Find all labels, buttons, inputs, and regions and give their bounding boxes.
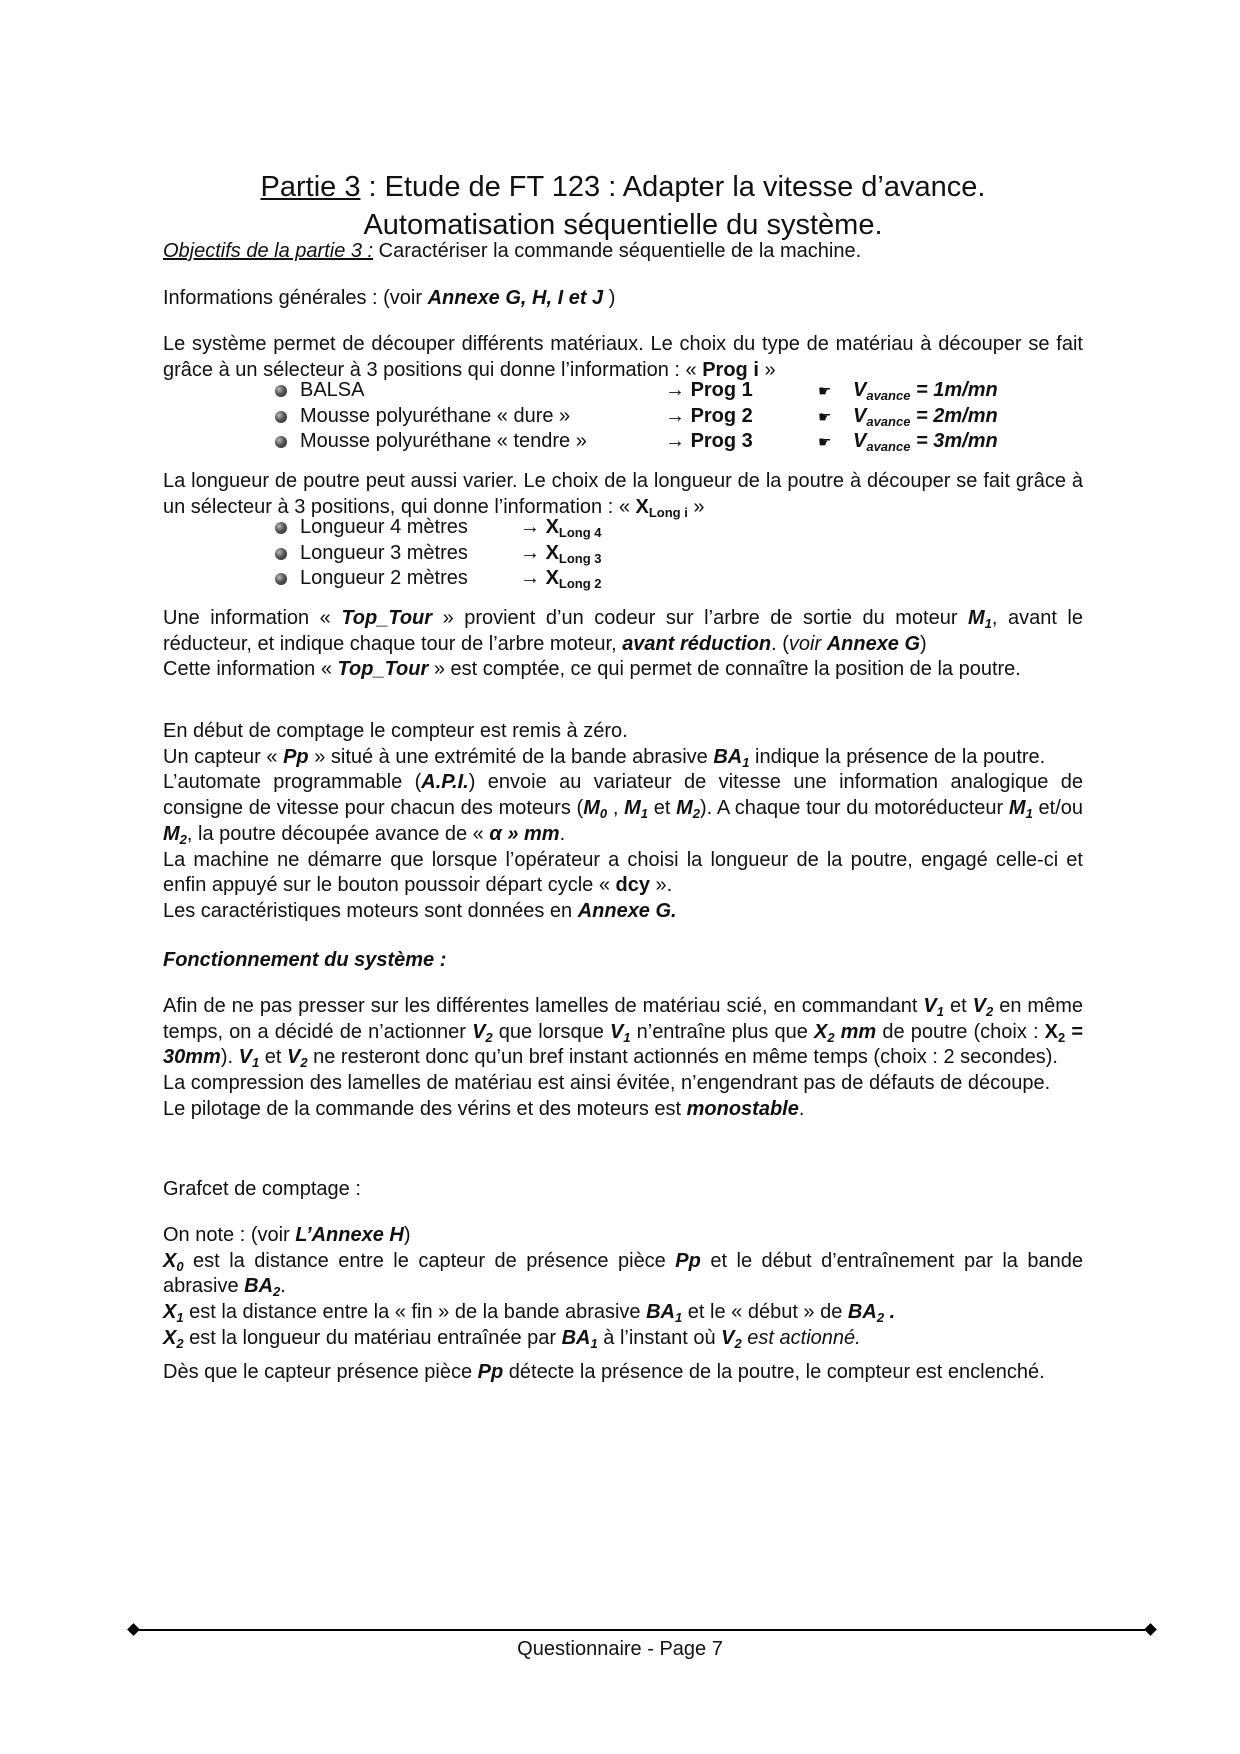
text-run: que lorsque	[492, 1020, 610, 1043]
dcy-term: dcy	[615, 874, 650, 897]
material-prog-value: Prog 2	[690, 404, 753, 427]
x-subscript: 2	[827, 1029, 835, 1045]
motor-subscript: 1	[1025, 806, 1033, 822]
longueur-label: Longueur 4 mètres	[300, 516, 468, 538]
longueur-intro-text: La longueur de poutre peut aussi varier. Le choix de la longueur de la poutre à découper se fait grâce à un sélecteur à 3 positions, qui donne l’information : «	[163, 470, 1083, 518]
text-run: )	[403, 1224, 411, 1246]
speed-value: = 3m/mn	[910, 430, 998, 453]
title-line1: : Etude de FT 123 : Adapter la vitesse d’avance.	[360, 171, 986, 203]
motor-symbol: M	[583, 797, 600, 820]
text-run: . (	[771, 632, 789, 655]
text-run: est la distance entre le capteur de présence pièce	[183, 1249, 676, 1272]
text-run: Dès que le capteur présence pièce	[163, 1361, 478, 1383]
top-tour-term: Top_Tour	[341, 607, 433, 629]
pp-term: Pp	[675, 1249, 701, 1272]
ba-subscript: 1	[742, 754, 750, 770]
text-run: Une information «	[163, 607, 342, 629]
pointing-hand-icon: ☛	[818, 408, 832, 426]
material-prog-value: Prog 1	[690, 379, 753, 401]
pointing-hand-icon: ☛	[818, 434, 832, 452]
ba-symbol: BA	[561, 1326, 591, 1349]
v-subscript: 2	[485, 1029, 493, 1045]
selector-intro-paragraph	[163, 332, 1083, 383]
title-partie: Partie 3	[260, 171, 361, 203]
selector-intro-text: Le système permet de découper différents matériaux. Le choix du type de matériau à découper se fait grâce à un sélecteur à 3 positions qui donne l’information : «	[163, 333, 1083, 381]
arrow-icon: →	[665, 404, 685, 427]
arrow-icon: →	[665, 430, 685, 453]
v-symbol: V	[721, 1326, 735, 1349]
motor-symbol: M	[676, 797, 693, 820]
text-run: » situé à une extrémité de la bande abrasive	[308, 745, 714, 768]
footer-diamond-right	[1144, 1623, 1157, 1636]
footer-rule	[133, 1629, 1151, 1631]
text-run: Les caractéristiques moteurs sont données en	[163, 899, 578, 922]
longueur-var	[520, 541, 602, 567]
annexe-ref: Annexe G	[826, 632, 921, 655]
ba-subscript: 2	[876, 1310, 885, 1326]
monostable-term: monostable	[686, 1097, 799, 1120]
page-title	[163, 168, 1083, 244]
toptour-paragraph	[163, 606, 1083, 683]
speed-value: = 2m/mn	[910, 404, 998, 427]
material-prog-value: Prog 3	[690, 430, 753, 453]
text-run: et	[648, 797, 677, 820]
motor-subscript: 1	[640, 806, 648, 822]
grafcet-title-text: Grafcet de comptage :	[163, 1178, 361, 1200]
text-run: de poutre (choix :	[876, 1020, 1045, 1043]
text-run: et le « début » de	[682, 1301, 848, 1324]
comptage-paragraph	[163, 719, 1083, 925]
material-speed	[853, 378, 998, 404]
text-run: détecte la présence de la poutre, le compteur est enclenché.	[503, 1361, 1045, 1383]
material-label: Mousse polyuréthane « tendre »	[300, 430, 587, 453]
annexe-ref: Annexe G.	[577, 899, 677, 922]
text-run: voir	[788, 632, 827, 655]
arrow-icon: →	[520, 567, 540, 590]
v-symbol: V	[238, 1046, 252, 1069]
text-run: est la longueur du matériau entraînée par	[183, 1326, 562, 1349]
ba-symbol: BA	[847, 1301, 877, 1324]
text-run: » provient d’un codeur sur l’arbre de sortie du moteur	[432, 607, 968, 629]
v-subscript: 1	[623, 1029, 631, 1045]
text-run: .	[559, 822, 566, 845]
text-run: » est comptée, ce qui permet de connaître la position de la poutre.	[428, 658, 1021, 681]
text-run: ). A chaque tour du motoréducteur	[700, 797, 1009, 820]
ba-symbol: BA	[646, 1301, 675, 1324]
v-symbol: V	[923, 995, 937, 1017]
motor-symbol: M	[624, 797, 641, 820]
objectifs-text: Caractériser la commande séquentielle de la machine.	[373, 240, 862, 262]
longueur-intro-x: X	[635, 495, 649, 518]
api-term: A.P.I.	[421, 771, 469, 794]
v-symbol: V	[472, 1020, 486, 1043]
x-subscript: 1	[176, 1310, 184, 1326]
text-run: n’entraîne plus que	[630, 1020, 814, 1043]
text-run: La machine ne démarre que lorsque l’opérateur a choisi la longueur de la poutre, engagé celle-ci et enfin appuyé sur le bouton poussoir départ cycle «	[163, 848, 1083, 897]
longueur-var	[520, 515, 602, 541]
longueur-x: X	[545, 516, 559, 538]
grafcet-title	[163, 1177, 1083, 1203]
fonctionnement-paragraph	[163, 994, 1083, 1123]
v-subscript: 2	[300, 1055, 308, 1071]
grafcet-notes	[163, 1223, 1083, 1352]
motor-symbol: M	[1008, 797, 1026, 820]
informations-suffix: )	[603, 287, 616, 309]
longueur-sub: Long 3	[558, 550, 602, 566]
material-label: BALSA	[300, 379, 365, 401]
fonctionnement-heading	[163, 948, 1083, 974]
longueur-sub: Long 4	[558, 525, 602, 540]
text-run: et le début d’entraînement par la bande abrasive	[163, 1249, 1084, 1298]
title-line2: Automatisation séquentielle du système.	[363, 209, 883, 241]
text-run: )	[920, 632, 927, 655]
motor-symbol: M	[968, 607, 985, 629]
text-run: Afin de ne pas presser sur les différentes lamelles de matériau scié, en commandant	[163, 995, 924, 1017]
ba-symbol: BA	[244, 1275, 274, 1298]
v-subscript: 1	[936, 1004, 944, 1019]
longueur-intro-paragraph	[163, 469, 1083, 520]
text-run: On note : (voir	[163, 1224, 296, 1246]
bullet-icon	[275, 522, 287, 534]
speed-subscript: avance	[866, 388, 911, 403]
text-run: est actionné.	[741, 1326, 861, 1349]
selector-intro-prog: Prog i	[702, 358, 759, 381]
text-run: ,	[607, 797, 625, 820]
motor-subscript: 1	[984, 616, 992, 631]
motor-subscript: 0	[599, 806, 608, 822]
text-run: Cette information «	[163, 658, 338, 681]
text-run: =	[1065, 1020, 1084, 1043]
x-subscript: 2	[176, 1335, 184, 1351]
bullet-icon	[275, 548, 287, 560]
material-prog	[665, 429, 753, 455]
text-run: Un capteur «	[163, 745, 284, 768]
v-subscript: 1	[251, 1055, 260, 1071]
longueur-label: Longueur 2 mètres	[300, 567, 468, 590]
informations-annexes: Annexe G, H, I et J	[427, 287, 604, 309]
text-run: L’automate programmable (	[163, 771, 422, 794]
arrow-icon: →	[665, 379, 685, 401]
longueur-intro-end: »	[687, 495, 705, 518]
longueur-x: X	[545, 541, 559, 564]
text-run: ).	[220, 1046, 239, 1069]
alpha-term: α » mm	[489, 822, 560, 845]
v-symbol: V	[972, 995, 986, 1017]
arrow-icon: →	[520, 516, 540, 538]
bullet-icon	[275, 385, 287, 397]
text-run: Le pilotage de la commande des vérins et des moteurs est	[163, 1097, 687, 1120]
comptage-line1: En début de comptage le compteur est remis à zéro.	[163, 720, 628, 742]
text-run: .	[280, 1275, 286, 1298]
selector-intro-end: »	[758, 358, 776, 381]
longueur-intro-sub: Long i	[648, 504, 688, 520]
x-symbol: X	[163, 1249, 177, 1272]
x-unit: mm	[834, 1020, 877, 1043]
bullet-icon	[275, 411, 287, 423]
text-run: et	[259, 1046, 287, 1069]
speed-symbol: V	[853, 379, 867, 401]
material-prog	[665, 404, 753, 430]
v-subscript: 2	[985, 1004, 994, 1019]
longueur-x: X	[545, 567, 559, 590]
bullet-icon	[275, 573, 287, 585]
x-symbol: X	[163, 1301, 177, 1324]
annexe-ref: L’Annexe H	[295, 1224, 404, 1246]
v-symbol: V	[609, 1020, 624, 1043]
des-que-paragraph	[163, 1360, 1083, 1386]
page-footer: Questionnaire - Page 7	[517, 1638, 723, 1660]
top-tour-term: Top_Tour	[337, 658, 429, 681]
text-run: indique la présence de la poutre.	[749, 745, 1046, 768]
compression-text: La compression des lamelles de matériau est ainsi évitée, n’engendrant pas de défauts de découpe.	[163, 1072, 1051, 1095]
longueur-var	[520, 566, 602, 592]
pp-term: Pp	[283, 745, 309, 768]
x-subscript: 0	[176, 1258, 184, 1274]
text-run: et/ou	[1032, 797, 1084, 820]
motor-subscript: 2	[179, 831, 187, 847]
text-run: est la distance entre la « fin » de la bande abrasive	[183, 1301, 647, 1324]
speed-value: = 1m/mn	[910, 379, 998, 401]
bullet-icon	[275, 436, 287, 448]
ba-subscript: 1	[675, 1310, 683, 1326]
text-run: à l’instant où	[597, 1326, 722, 1349]
material-label: Mousse polyuréthane « dure »	[300, 404, 571, 427]
section-heading: Fonctionnement du système :	[163, 949, 447, 971]
text-run: .	[798, 1097, 805, 1120]
x2-value: 30mm	[163, 1046, 221, 1069]
text-run: ) envoie au variateur de vitesse une information analogique de consigne de vitesse pour chacun des moteurs (	[163, 771, 1083, 820]
longueur-label: Longueur 3 mètres	[300, 541, 468, 564]
speed-symbol: V	[853, 404, 867, 427]
arrow-icon: →	[520, 541, 540, 564]
avant-reduction-term: avant réduction	[622, 632, 772, 655]
text-run: , la poutre découpée avance de «	[186, 822, 490, 845]
informations-prefix: Informations générales : (voir	[163, 287, 428, 309]
v-subscript: 2	[734, 1335, 742, 1351]
speed-subscript: avance	[866, 439, 911, 455]
text-run: , avant le réducteur, et indique chaque tour de l’arbre moteur,	[163, 607, 1083, 655]
objectifs-label: Objectifs de la partie 3 :	[163, 240, 374, 262]
informations-paragraph	[163, 286, 1083, 312]
motor-subscript: 2	[692, 806, 701, 822]
material-prog	[665, 378, 753, 404]
speed-subscript: avance	[866, 413, 911, 429]
pp-term: Pp	[477, 1361, 504, 1383]
x-symbol: X	[163, 1326, 177, 1349]
material-speed	[853, 404, 998, 430]
text-run: et	[943, 995, 973, 1017]
material-speed	[853, 429, 998, 455]
speed-symbol: V	[853, 430, 867, 453]
x-subscript: 2	[1057, 1029, 1066, 1045]
pointing-hand-icon: ☛	[818, 383, 832, 400]
motor-symbol: M	[163, 822, 180, 845]
ba-subscript: 1	[590, 1335, 598, 1351]
text-run: en même temps, on a décidé de n’actionner	[163, 995, 1083, 1043]
ba-symbol: BA	[713, 745, 743, 768]
x-symbol: X	[1044, 1020, 1058, 1043]
longueur-sub: Long 2	[558, 576, 602, 592]
v-symbol: V	[286, 1046, 301, 1069]
text-run: ne resteront donc qu’un bref instant actionnés en même temps (choix : 2 secondes).	[307, 1046, 1058, 1069]
text-run: .	[884, 1301, 896, 1324]
objectifs-paragraph	[163, 239, 1083, 265]
x-symbol: X	[813, 1020, 828, 1043]
ba-subscript: 2	[273, 1284, 281, 1300]
text-run: ».	[649, 874, 673, 897]
